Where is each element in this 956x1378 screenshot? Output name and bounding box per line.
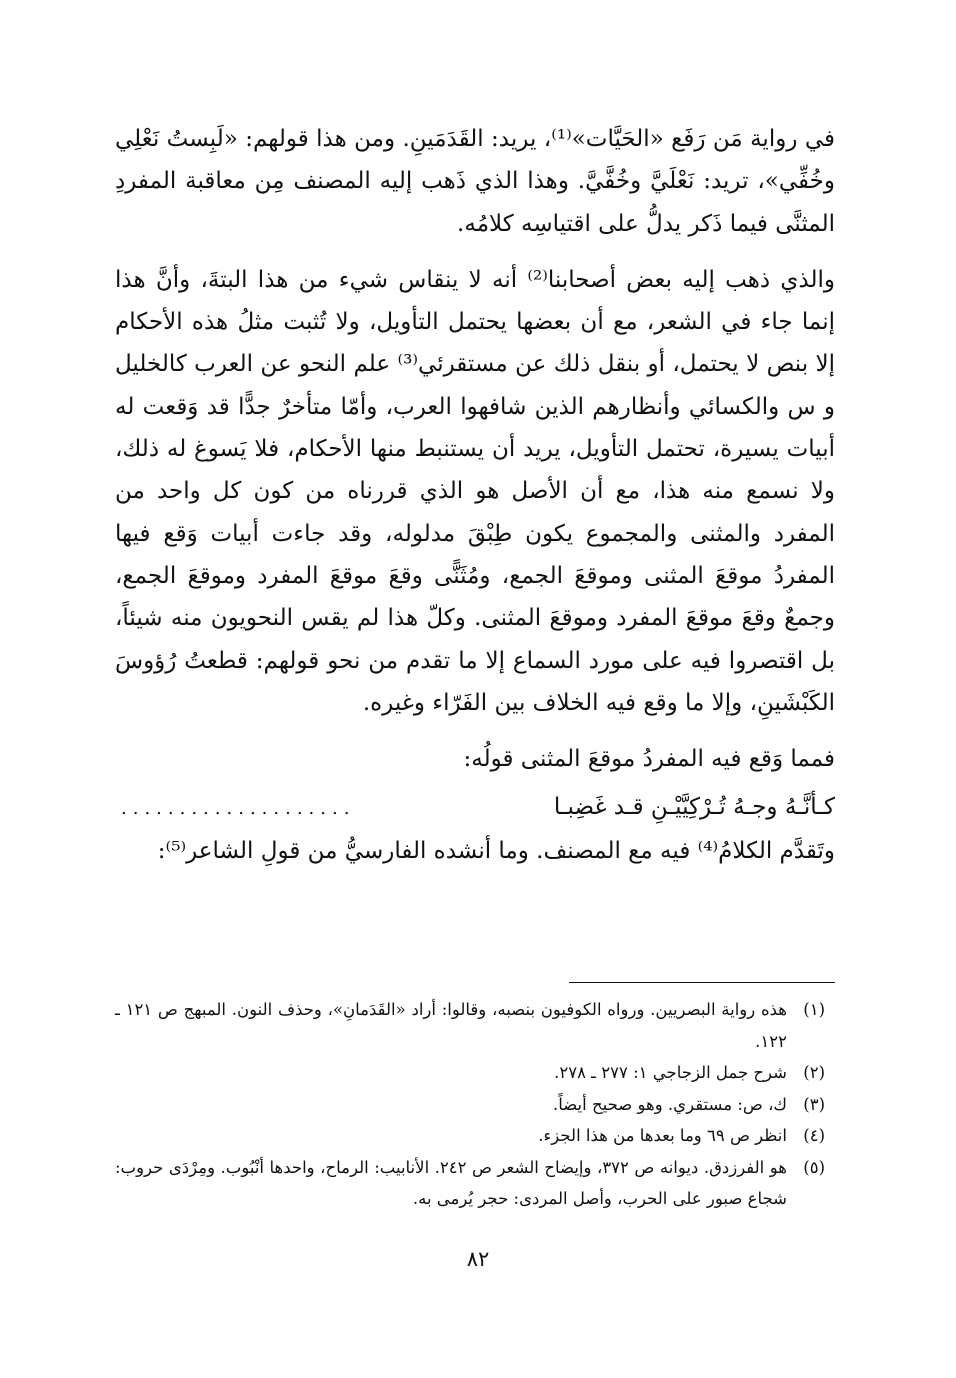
verse-first-hemistich: كـأنَّـهُ وجـهُ تُـرْكِيَّيْـنِ قـد غَضِبـا — [553, 794, 835, 821]
footnote-number: (٣) — [803, 1094, 825, 1114]
footnote-text: انظر ص ٦٩ وما بعدها من هذا الجزء. — [538, 1126, 787, 1145]
footnote-text: هذه رواية البصريين. ورواه الكوفيون بنصبه، وقالوا: أراد «القَدَمانِ»، وحذف النون. المبهج ص ١٢١ ـ ١٢٢. — [115, 1000, 787, 1051]
footnote-4 — [115, 1120, 825, 1152]
footnote-number: (٢) — [803, 1063, 825, 1082]
main-text — [115, 118, 835, 873]
footnote-text: هو الفرزدق. ديوانه ص ٣٧٢، وإيضاح الشعر ص ٢٤٢. الأنابيب: الرماح، واحدها أنْبُوب. ومِرْدَى حروب: شجاع صبور على الحرب، وأصل المردى: حجر يُرمى به. — [115, 1157, 787, 1208]
paragraph-4: وتَقدَّم الكلامُ⁽⁴⁾ فيه مع المصنف. وما أنشده الفارسيُّ من قولِ الشاعر⁽⁵⁾: — [157, 838, 835, 865]
paragraph-1: في رواية مَن رَفَع «الحَيَّات»⁽¹⁾، يريد: القَدَمَينِ. ومن هذا قولهم: «لَبِستُ نَعْلِي وخُفِّي»، تريد: نَعْلَيَّ وخُفَّيَّ. وهذا الذي ذَهب إليه المصنف مِن معاقبة المفردِ المثنَّى فيما ذَكر يدلُّ على اقتياسِه كلامُه. — [115, 126, 835, 237]
footnote-3 — [115, 1089, 825, 1121]
footnote-text: شرح جمل الزجاجي ١: ٢٧٧ ـ ٢٧٨. — [554, 1063, 787, 1082]
footnote-5 — [115, 1152, 825, 1215]
footnote-text: ك، ص: مستقري. وهو صحيح أيضاً. — [552, 1094, 787, 1114]
footnote-number: (٤) — [803, 1126, 825, 1145]
footnote-2 — [115, 1057, 825, 1089]
footnote-number: (١) — [803, 1000, 825, 1019]
verse-second-hemistich: .................... — [121, 798, 356, 820]
page-number: ٨٢ — [466, 1247, 490, 1271]
footnotes — [115, 994, 825, 1215]
footnote-divider — [569, 982, 835, 983]
footnote-1 — [115, 994, 825, 1057]
footnote-number: (٥) — [803, 1157, 825, 1177]
paragraph-2: والذي ذهب إليه بعض أصحابنا⁽²⁾ أنه لا ينقاس شيء من هذا البتةَ، وأنَّ هذا إنما جاء في الشعر، مع أن بعضها يحتمل التأويل، ولا تُثبت مثلُ هذه الأحكام إلا بنص لا يحتمل، أو بنقل ذلك عن مستقرئي⁽³⁾ علم النحو عن العرب كالخليل و س والكسائي وأنظارهم الذين شافهوا العرب، وأمّا متأخرٌ جدًّا قد وَقعت له أبيات يسيرة، تحتمل التأويل، يريد أن يستنبط منها الأحكام، فلا يَسوغ له ذلك، ولا نسمع منه هذا، مع أن الأصل هو الذي قررناه من كون كل واحد من المفرد والمثنى والمجموع يكون طِبْقَ مدلوله، وقد جاءت أبيات وَقع فيها المفردُ موقعَ المثنى وموقعَ الجمع، ومُثَنًّى وقعَ موقعَ المفرد وموقعَ الجمع، وجمعٌ وقعَ موقعَ المفرد وموقعَ المثنى. وكلّ هذا لم يقس النحويون منه شيئاً، بل اقتصروا فيه على مورد السماع إلا ما تقدم من نحو قولهم: قطعتُ رُؤوسَ الكَبْشَينِ، وإلا ما وقع فيه الخلاف بين الفَرّاء وغيره. — [115, 266, 835, 716]
paragraph-3: فمما وَقع فيه المفردُ موقعَ المثنى قولُه: — [463, 746, 835, 773]
verse-line — [115, 786, 835, 830]
